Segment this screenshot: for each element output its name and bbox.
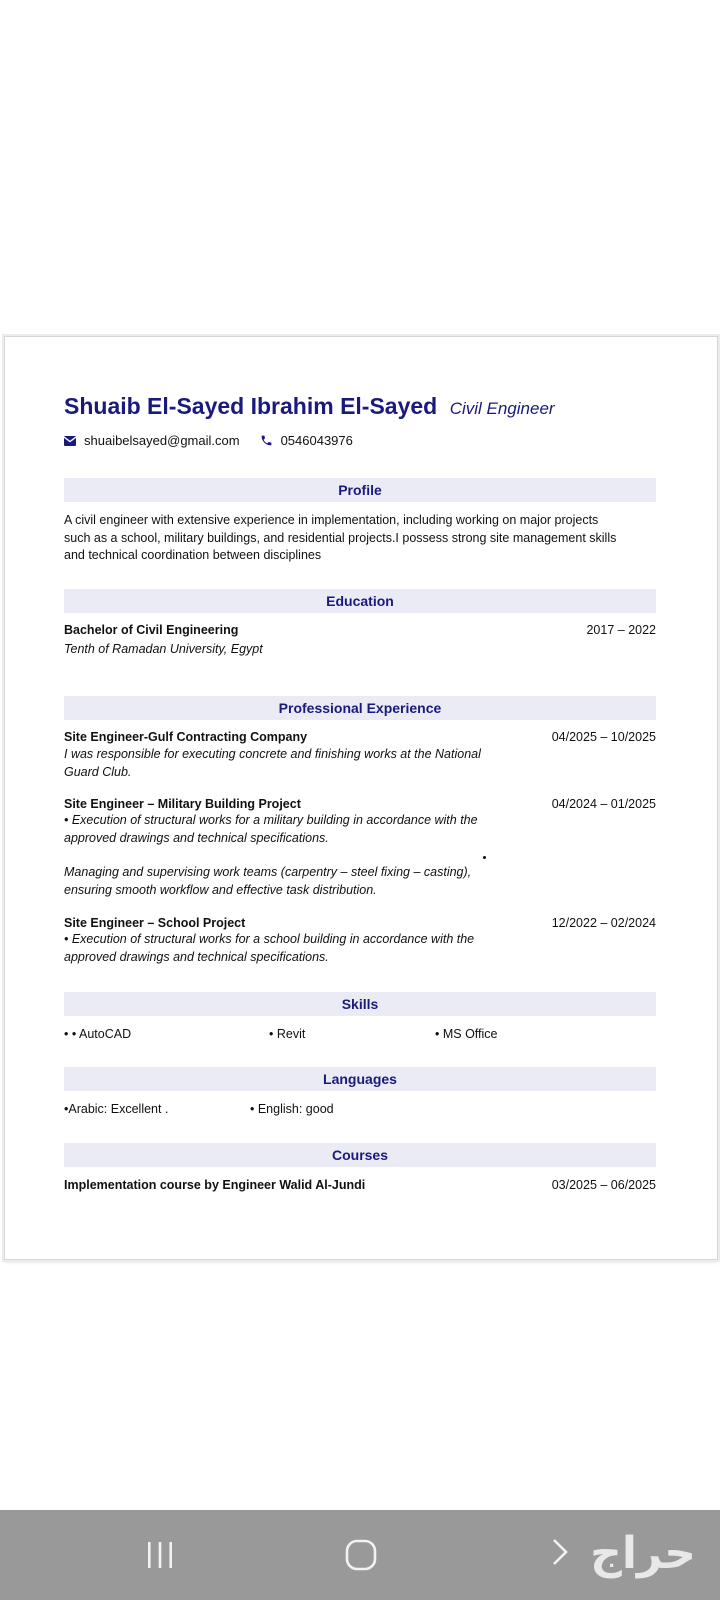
- experience-title: Site Engineer – Military Building Project: [64, 797, 301, 811]
- stray-bullet: [483, 856, 486, 859]
- experience-desc: I was responsible for executing concrete and finishing works at the National Guard Club.: [64, 747, 481, 779]
- skills-row: [64, 1027, 656, 1045]
- phone-contact[interactable]: [260, 433, 353, 448]
- experience-title: Site Engineer-Gulf Contracting Company: [64, 730, 308, 744]
- header: [64, 393, 555, 420]
- language-item: •Arabic: Excellent .: [64, 1102, 169, 1116]
- phone-icon: [260, 434, 273, 447]
- experience-title: Site Engineer – School Project: [64, 916, 246, 930]
- contact-row: [64, 433, 373, 448]
- home-icon[interactable]: [345, 1539, 377, 1576]
- education-school: Tenth of Ramadan University, Egypt: [64, 642, 263, 656]
- languages-row: [64, 1102, 656, 1120]
- email-text: shuaibelsayed@gmail.com: [84, 433, 240, 448]
- experience-dates: 12/2022 – 02/2024: [551, 916, 656, 930]
- envelope-icon: [64, 436, 76, 446]
- section-education-header: Education: [64, 589, 656, 613]
- profile-text: A civil engineer with extensive experience in implementation, including working on major projects such as a school, military buildings, and residential projects.I possess strong site management skills and technical coordination between disciplines: [64, 513, 617, 562]
- skill-item: • Revit: [269, 1027, 306, 1041]
- experience-desc: • Execution of structural works for a military building in accordance with the approved drawings and technical specifications.: [64, 813, 478, 845]
- skill-item: • MS Office: [435, 1027, 498, 1041]
- resume-role: Civil Engineer: [449, 399, 555, 418]
- education-degree: Bachelor of Civil Engineering: [64, 623, 239, 637]
- section-profile-header: Profile: [64, 478, 656, 502]
- phone-text: 0546043976: [280, 433, 353, 448]
- education-entry: [64, 623, 656, 659]
- education-dates: 2017 – 2022: [586, 623, 656, 637]
- section-courses-header: Courses: [64, 1143, 656, 1167]
- course-title: Implementation course by Engineer Walid Al-Jundi: [64, 1178, 366, 1192]
- course-entry: [64, 1178, 656, 1192]
- experience-desc: • Execution of structural works for a school building in accordance with the approved drawings and technical specifications.: [64, 932, 475, 964]
- experience-item: [64, 730, 656, 781]
- resume-page: [4, 336, 718, 1260]
- experience-item: [64, 797, 656, 899]
- course-dates: 03/2025 – 06/2025: [551, 1178, 656, 1192]
- experience-desc-2: Managing and supervising work teams (carpentry – steel fixing – casting), ensuring smooth workflow and effective task distribution.: [64, 865, 472, 897]
- experience-dates: 04/2025 – 10/2025: [551, 730, 656, 744]
- recent-apps-icon[interactable]: [145, 1540, 175, 1575]
- section-skills-header: Skills: [64, 992, 656, 1016]
- resume-name: Shuaib El-Sayed Ibrahim El-Sayed: [64, 393, 438, 419]
- back-icon[interactable]: [550, 1538, 570, 1571]
- skill-item: • • AutoCAD: [64, 1027, 132, 1041]
- section-experience-header: Professional Experience: [64, 696, 656, 720]
- email-contact[interactable]: [64, 433, 240, 448]
- experience-item: [64, 916, 656, 966]
- haraj-watermark-logo: حراج: [590, 1528, 696, 1579]
- language-item: • English: good: [250, 1102, 334, 1116]
- experience-dates: 04/2024 – 01/2025: [551, 797, 656, 811]
- system-navigation-bar: [0, 1510, 720, 1600]
- section-languages-header: Languages: [64, 1067, 656, 1091]
